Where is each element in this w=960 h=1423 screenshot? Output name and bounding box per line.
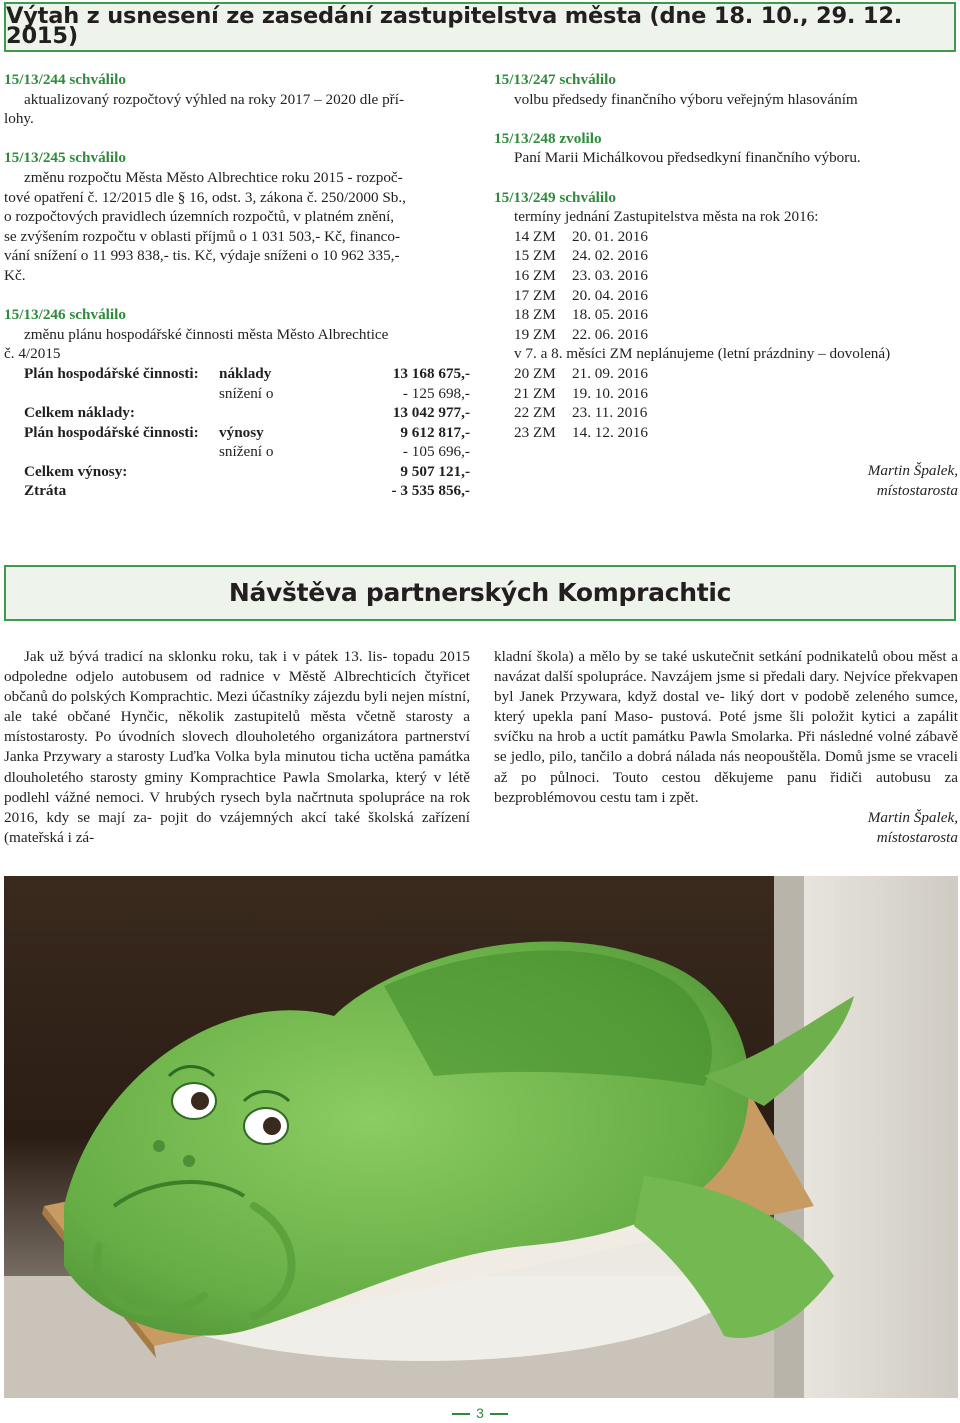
article-line: obou měst a navázat další spolupráce. Navzájem jsme si předali bbox=[494, 648, 959, 686]
resolutions-right-column bbox=[494, 70, 958, 500]
resolution-text: Paní Marii Michálkovou předsedkyní finančního výboru. bbox=[514, 149, 861, 167]
article-line: uctěna památka dlouholetého starosty gminy Komprachtice bbox=[4, 748, 471, 786]
meeting-date-row bbox=[494, 403, 958, 423]
meeting-number: 23 ZM bbox=[514, 423, 556, 441]
meeting-note: v 7. a 8. měsíci ZM neplánujeme (letní prázdniny – dovolená) bbox=[514, 345, 891, 363]
section-title: Návštěva partnerských Komprachtic bbox=[228, 578, 732, 608]
article-left-column bbox=[4, 647, 470, 848]
article-line: Po úvodních slovech dlouholetého organizátora partnerství bbox=[95, 728, 470, 746]
table-row bbox=[4, 462, 470, 482]
resolutions-left-column bbox=[4, 70, 470, 501]
budget-item bbox=[219, 481, 329, 501]
resolution-text bbox=[4, 168, 470, 188]
budget-item: náklady bbox=[219, 364, 272, 382]
article-line: liký dort v podobě zeleného sumce, který upekla paní Maso- bbox=[494, 688, 959, 726]
section-banner bbox=[4, 565, 956, 621]
table-row bbox=[4, 423, 470, 443]
page-number bbox=[0, 1404, 960, 1423]
resolution-text bbox=[4, 90, 470, 110]
article-line: se vraceli až po půlnoci. Touto cestou děkujeme panu řidiči bbox=[494, 748, 959, 786]
meeting-date: 22. 06. 2016 bbox=[572, 325, 648, 343]
meeting-date: 20. 04. 2016 bbox=[572, 286, 648, 304]
table-row bbox=[4, 364, 470, 384]
article-line: Jak už bývá tradicí na sklonku roku, tak i v pátek 13. lis- bbox=[24, 648, 388, 665]
article-line: několik zastupitelů města včetně starosty a místostarosty. bbox=[4, 708, 471, 746]
budget-item: výnosy bbox=[219, 423, 264, 441]
text-line: o rozpočtových pravidlech územních rozpočtů, v platném znění, bbox=[4, 208, 395, 226]
budget-item: snížení o bbox=[219, 443, 274, 461]
article-line: Pawla Smolarka, který v létě podlehl vážné nemoci. V hrubých bbox=[4, 768, 471, 806]
text-line: vání snížení o 11 993 838,- tis. Kč, výdaje sníženi o 10 962 335,- bbox=[4, 247, 400, 265]
text-line: Kč. bbox=[4, 266, 26, 284]
signature-name: Martin Špalek, bbox=[867, 808, 958, 826]
meeting-number: 21 ZM bbox=[514, 384, 556, 402]
text-line: se zvýšením rozpočtu v oblasti příjmů o 1 031 503,- Kč, financo- bbox=[4, 227, 401, 245]
article-line: pustová. Poté jsme šli položit kytici a zapálit svíčku na hrob bbox=[494, 708, 959, 746]
meeting-date-row bbox=[494, 246, 958, 266]
budget-value: - 105 696,- bbox=[402, 443, 470, 461]
budget-value: - 3 535 856,- bbox=[391, 482, 470, 500]
budget-value: 13 042 977,- bbox=[392, 404, 470, 422]
page-title: Výtah z usnesení ze zasedání zastupitelstva města (dne 18. 10., 29. 12. 2015) bbox=[6, 3, 903, 49]
text-line: tové opatření č. 12/2015 dle § 16, odst. 3, zákona č. 250/2000 Sb., bbox=[4, 188, 406, 206]
budget-label: Celkem náklady: bbox=[24, 404, 135, 422]
meeting-date-row bbox=[494, 305, 958, 325]
budget-label bbox=[4, 384, 219, 404]
article-line: topadu 2015 odpoledne odjelo autobusem od radnice v Městě bbox=[4, 648, 470, 686]
resolution-title: 15/13/244 schválilo bbox=[4, 71, 126, 88]
article-line: Albrechticích čtyřicet občanů do polských Komprachtic. Mezi bbox=[4, 668, 470, 706]
meeting-number: 20 ZM bbox=[514, 364, 556, 382]
page-number-rule-right bbox=[490, 1413, 508, 1415]
resolution-title: 15/13/247 schválilo bbox=[494, 71, 616, 88]
budget-label: Plán hospodářské činnosti: bbox=[24, 364, 199, 382]
text-line: aktualizovaný rozpočtový výhled na roky 2017 – 2020 dle pří- bbox=[24, 90, 405, 108]
header-banner bbox=[4, 2, 956, 52]
page-number-value: 3 bbox=[476, 1405, 484, 1421]
signature-role: místostarosta bbox=[876, 481, 958, 499]
table-row bbox=[4, 384, 470, 404]
meeting-date: 21. 09. 2016 bbox=[572, 364, 648, 382]
signature-name: Martin Špalek, bbox=[867, 462, 958, 480]
meeting-date: 18. 05. 2016 bbox=[572, 306, 648, 324]
budget-item: snížení o bbox=[219, 384, 274, 402]
meeting-date-row bbox=[494, 266, 958, 286]
meeting-date-row bbox=[494, 325, 958, 345]
budget-value: 9 612 817,- bbox=[400, 423, 470, 441]
budget-value: - 125 698,- bbox=[402, 384, 470, 402]
budget-item bbox=[219, 462, 329, 482]
meeting-number: 18 ZM bbox=[514, 306, 556, 324]
page-number-rule-left bbox=[452, 1413, 470, 1415]
resolution-title: 15/13/245 schválilo bbox=[4, 149, 126, 167]
meeting-date: 19. 10. 2016 bbox=[572, 384, 648, 402]
meeting-number: 16 ZM bbox=[514, 266, 556, 284]
catfish-cake-illustration bbox=[4, 876, 958, 1398]
meeting-date: 24. 02. 2016 bbox=[572, 247, 648, 265]
budget-label bbox=[4, 442, 219, 462]
meeting-date: 14. 12. 2016 bbox=[572, 423, 648, 441]
text-line: č. 4/2015 bbox=[4, 345, 61, 363]
article-line: pojit do vzájemných akcí také školská zařízení (mateřská i zá- bbox=[4, 808, 470, 846]
meeting-date-row bbox=[494, 364, 958, 384]
meeting-number: 15 ZM bbox=[514, 247, 556, 265]
meeting-date: 23. 11. 2016 bbox=[572, 404, 648, 422]
meeting-number: 19 ZM bbox=[514, 325, 556, 343]
meeting-date-row bbox=[494, 286, 958, 306]
article-line: Janka Przywary a starosty Luďka Volka byla minutou ticha bbox=[4, 748, 370, 766]
table-row bbox=[4, 442, 470, 462]
resolution-title: 15/13/248 zvolilo bbox=[494, 129, 602, 147]
budget-table bbox=[4, 364, 470, 501]
article-line: kladní škola) a mělo by se také uskutečnit setkání podnikatelů bbox=[494, 648, 879, 665]
budget-value: 13 168 675,- bbox=[392, 364, 470, 382]
resolution-text: volbu předsedy finančního výboru veřejným hlasováním bbox=[514, 90, 858, 108]
meeting-number: 14 ZM bbox=[514, 227, 556, 245]
meeting-date: 23. 03. 2016 bbox=[572, 266, 648, 284]
resolution-title: 15/13/246 schválilo bbox=[4, 306, 126, 324]
resolution-text bbox=[4, 325, 470, 345]
budget-value: 9 507 121,- bbox=[400, 462, 470, 480]
resolution-title: 15/13/249 schválilo bbox=[494, 188, 616, 206]
resolution-text: termíny jednání Zastupitelstva města na rok 2016: bbox=[514, 208, 819, 226]
budget-label: Ztráta bbox=[24, 482, 67, 500]
meeting-date: 20. 01. 2016 bbox=[572, 227, 648, 245]
signature-role: místostarosta bbox=[876, 828, 958, 846]
article-line: jedlo, pilo, tančilo a dobrá nálada nás neopouštěla. Domů jsme bbox=[510, 748, 896, 766]
article-line: rysech byla načrtnuta spolupráce na rok 2016, kdy se mají za- bbox=[4, 788, 471, 826]
budget-item bbox=[219, 403, 329, 423]
meeting-date-row bbox=[494, 227, 958, 247]
catfish-cake-photo bbox=[4, 876, 958, 1398]
meeting-date-row bbox=[494, 384, 958, 404]
budget-label: Celkem výnosy: bbox=[24, 462, 128, 480]
table-row bbox=[4, 403, 470, 423]
text-line: změnu plánu hospodářské činnosti města Město Albrechtice bbox=[24, 325, 389, 343]
meeting-number: 17 ZM bbox=[514, 286, 556, 304]
meeting-date-row bbox=[494, 423, 958, 443]
article-line: autobusu za bezproblémovou cestu tam i zpět. bbox=[494, 768, 959, 806]
text-line: lohy. bbox=[4, 110, 34, 128]
table-row bbox=[4, 481, 470, 501]
article-right-column bbox=[494, 647, 958, 848]
article-line: účastníky zájezdu byli nejen místní, ale také občané Hynčic, bbox=[4, 688, 470, 726]
budget-label: Plán hospodářské činnosti: bbox=[24, 423, 199, 441]
meeting-number: 22 ZM bbox=[514, 404, 556, 422]
article-line: a uctít památku Pawla Smolarka. Při následné volné zábavě se bbox=[494, 728, 959, 766]
text-line: změnu rozpočtu Města Město Albrechtice roku 2015 - rozpoč- bbox=[24, 168, 403, 186]
article-line: dary. Nejvíce překvapen byl Janek Przywara, když dostal ve- bbox=[494, 668, 958, 706]
